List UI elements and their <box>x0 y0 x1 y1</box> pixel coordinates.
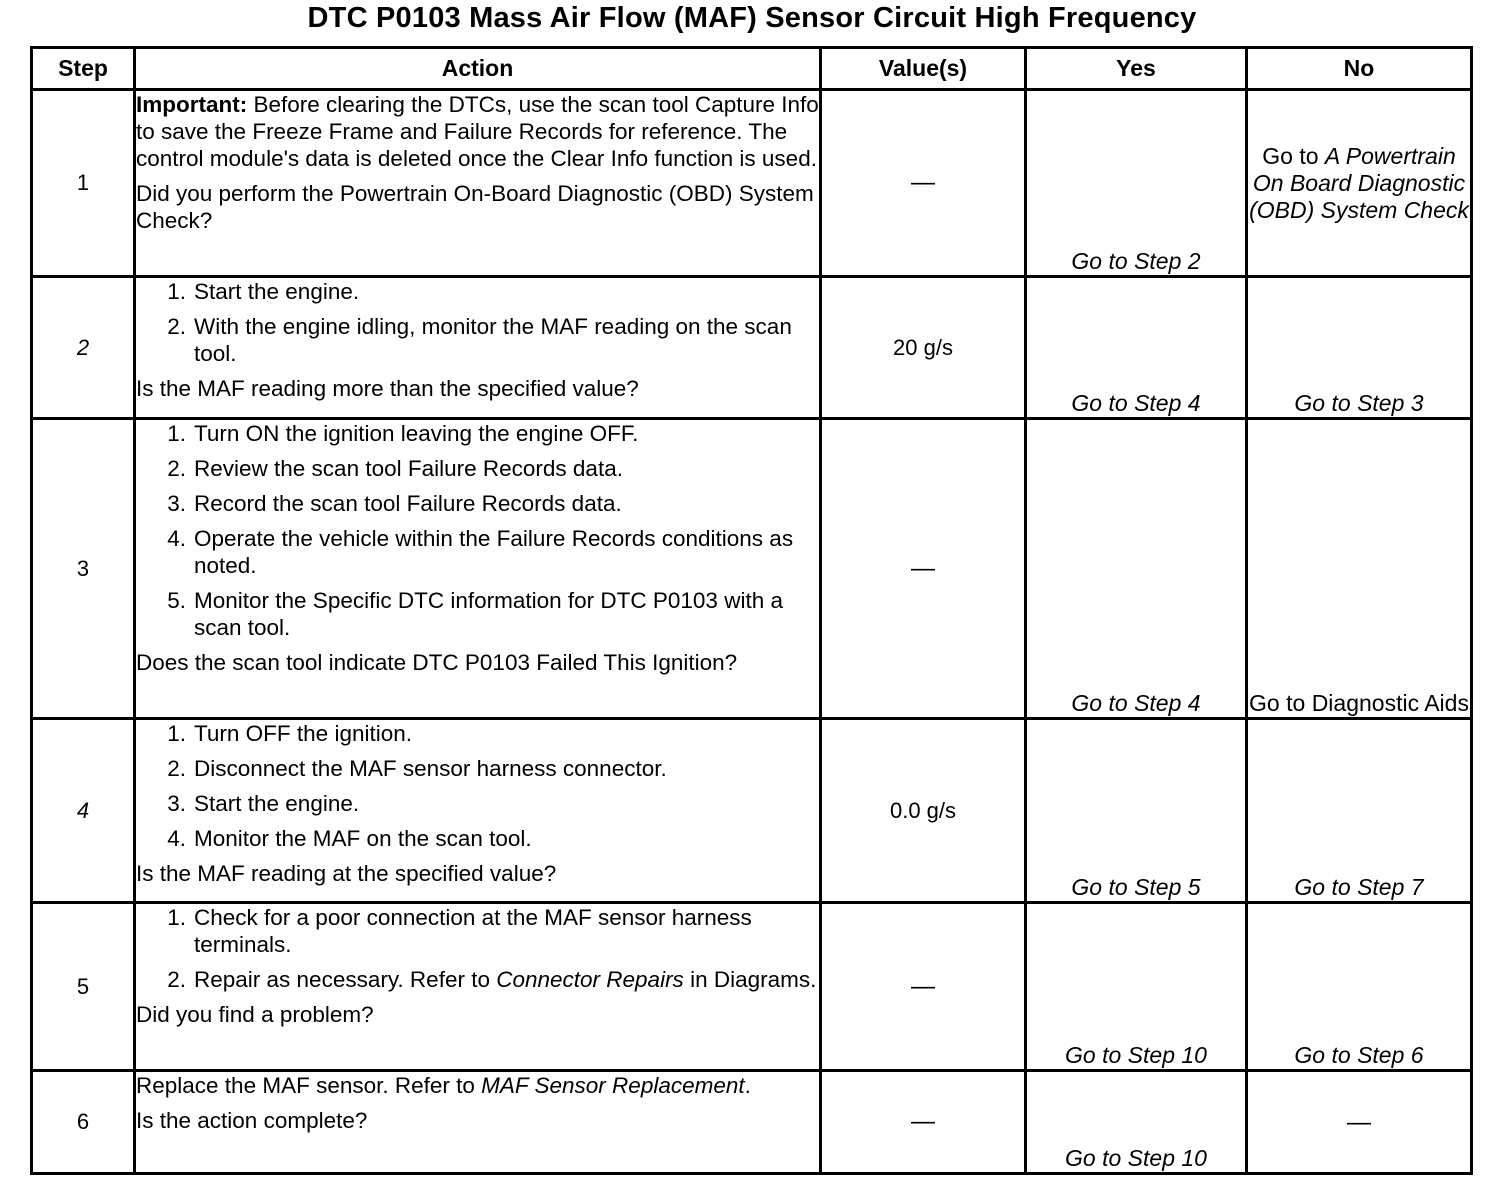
important-text: Before clearing the DTCs, use the scan tool Capture Info to save the Freeze Frame and Failure Records for reference. The control module's data is deleted once the Clear Info function is used. <box>136 92 819 171</box>
table-row-step-6 <box>32 1071 1472 1174</box>
list-item: 3. Start the engine. <box>167 791 360 816</box>
important-note <box>136 91 819 172</box>
table-row-step-2 <box>32 277 1472 419</box>
instruction-list <box>136 904 819 993</box>
action-cell <box>135 90 821 277</box>
step-value: 0.0 g/s <box>821 719 1026 903</box>
yes-action: Go to Step 2 <box>1026 90 1247 277</box>
step-question: Is the action complete? <box>136 1108 368 1133</box>
no-prefix: Go to <box>1262 142 1325 169</box>
action-cell <box>135 419 821 719</box>
instruction-list <box>136 278 819 367</box>
step-number: 1 <box>32 90 135 277</box>
header-row <box>32 48 1472 90</box>
step-value: 20 g/s <box>821 277 1026 419</box>
reference-link: Connector Repairs <box>496 967 684 992</box>
step-question: Did you perform the Powertrain On-Board Diagnostic (OBD) System Check? <box>136 181 814 233</box>
page-title: DTC P0103 Mass Air Flow (MAF) Sensor Circuit High Frequency <box>307 2 1197 34</box>
action-cell <box>135 719 821 903</box>
yes-action: Go to Step 10 <box>1026 903 1247 1071</box>
yes-action: Go to Step 4 <box>1026 419 1247 719</box>
header-no: No <box>1247 48 1472 90</box>
step-number: 6 <box>32 1071 135 1174</box>
list-item: 5. Monitor the Specific DTC information for DTC P0103 with a scan tool. <box>167 588 783 640</box>
list-item: 4. Monitor the MAF on the scan tool. <box>167 826 532 851</box>
table-row-step-5 <box>32 903 1472 1071</box>
yes-action: Go to Step 5 <box>1026 719 1247 903</box>
no-action: Go to Step 7 <box>1247 719 1472 903</box>
no-action: Go to Step 6 <box>1247 903 1472 1071</box>
no-reference: A Powertrain On Board Diagnostic (OBD) System Check <box>1249 142 1469 223</box>
list-item: 1. Start the engine. <box>167 279 360 304</box>
action-cell <box>135 1071 821 1174</box>
list-item: 1. Turn OFF the ignition. <box>167 721 413 746</box>
step-value: — <box>821 90 1026 277</box>
no-action: Go to Step 3 <box>1247 277 1472 419</box>
list-item: 3. Record the scan tool Failure Records data. <box>167 491 622 516</box>
instruction-list <box>136 720 819 852</box>
list-item: 1. Check for a poor connection at the MAF sensor harness terminals. <box>167 905 752 957</box>
list-item: 2. With the engine idling, monitor the MAF reading on the scan tool. <box>167 314 792 366</box>
table-row-step-3 <box>32 419 1472 719</box>
important-label: Important: <box>136 92 248 117</box>
step-value: — <box>821 419 1026 719</box>
no-action: Go to Diagnostic Aids <box>1247 419 1472 719</box>
list-item: 4. Operate the vehicle within the Failure Records conditions as noted. <box>167 526 794 578</box>
header-step: Step <box>32 48 135 90</box>
step-number: 5 <box>32 903 135 1071</box>
no-action <box>1247 90 1472 277</box>
header-yes: Yes <box>1026 48 1247 90</box>
list-item: 2. Repair as necessary. Refer to Connector Repairs in Diagrams. <box>167 967 817 992</box>
action-cell <box>135 277 821 419</box>
step-question: Is the MAF reading at the specified value? <box>136 861 557 886</box>
step-value: — <box>821 1071 1026 1174</box>
step-question: Did you find a problem? <box>136 1002 374 1027</box>
step-number: 4 <box>32 719 135 903</box>
step-question: Is the MAF reading more than the specified value? <box>136 376 639 401</box>
yes-action: Go to Step 10 <box>1026 1071 1247 1174</box>
reference-link: MAF Sensor Replacement <box>481 1073 745 1098</box>
step-value: — <box>821 903 1026 1071</box>
replace-instruction: Replace the MAF sensor. Refer to MAF Sensor Replacement. <box>136 1073 751 1098</box>
diagnostic-table <box>30 46 1473 1175</box>
step-number: 3 <box>32 419 135 719</box>
yes-action: Go to Step 4 <box>1026 277 1247 419</box>
header-values: Value(s) <box>821 48 1026 90</box>
step-question: Does the scan tool indicate DTC P0103 Failed This Ignition? <box>136 650 738 675</box>
table-row-step-4 <box>32 719 1472 903</box>
table-row-step-1 <box>32 90 1472 277</box>
list-item: 2. Disconnect the MAF sensor harness connector. <box>167 756 667 781</box>
step-number: 2 <box>32 277 135 419</box>
list-item: 2. Review the scan tool Failure Records data. <box>167 456 623 481</box>
list-item: 1. Turn ON the ignition leaving the engine OFF. <box>167 421 639 446</box>
action-cell <box>135 903 821 1071</box>
header-action: Action <box>135 48 821 90</box>
instruction-list <box>136 420 819 641</box>
no-action: — <box>1247 1071 1472 1174</box>
